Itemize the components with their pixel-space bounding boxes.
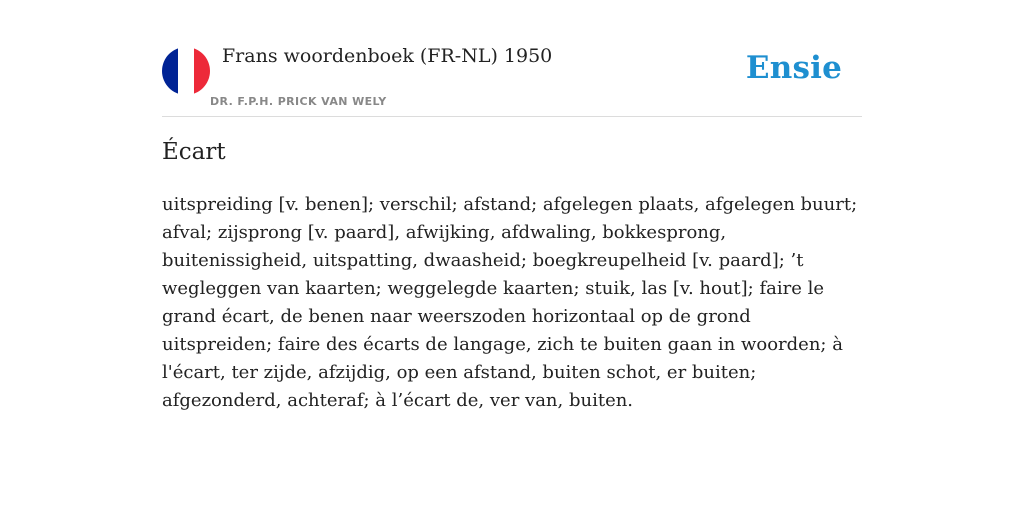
flag-stripe-white xyxy=(178,47,194,95)
france-flag-icon xyxy=(162,47,210,95)
ensie-logo[interactable]: Ensie xyxy=(745,50,842,86)
entry-term: Écart xyxy=(162,139,226,165)
dictionary-author: DR. F.P.H. PRICK VAN WELY xyxy=(210,95,387,108)
entry-definition: uitspreiding [v. benen]; verschil; afstand; afgelegen plaats, afgelegen buurt; afval; zijsprong [v. paard], afwijking, afdwaling, bokkesprong, buitenissigheid, uitspatting, dwaasheid; boegkreupelheid [v. paard]; ’t wegleggen van kaarten; weggelegde kaarten; stuik, las [v. hout]; faire le grand écart, de benen naar weerszoden horizontaal op de grond uitspreiden; faire des écarts de langage, zich te buiten gaan in woorden; à l'écart, ter zijde, afzijdig, op een afstand, buiten schot, er buiten; afgezonderd, achteraf; à l’écart de, ver van, buiten. xyxy=(162,194,858,411)
dictionary-title[interactable]: Frans woordenboek (FR-NL) 1950 xyxy=(222,45,553,67)
flag-stripe-red xyxy=(194,47,210,95)
flag-stripe-blue xyxy=(162,47,178,95)
dictionary-header xyxy=(162,0,862,117)
dictionary-card xyxy=(162,0,862,411)
